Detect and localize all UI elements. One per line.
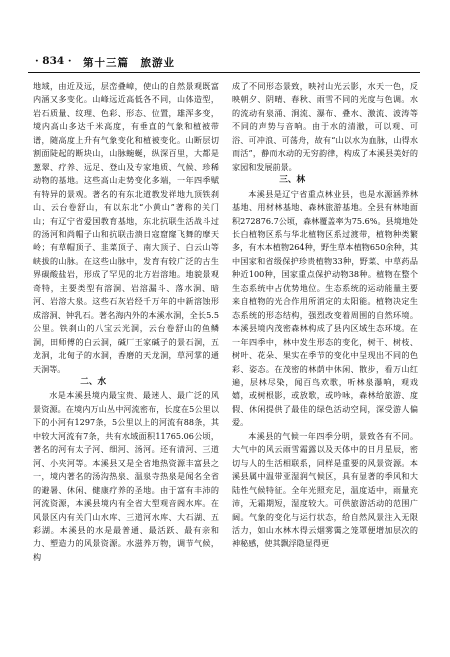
right-column bbox=[232, 80, 418, 650]
section-heading-water: 二、水 bbox=[80, 376, 107, 387]
left-column bbox=[33, 80, 219, 650]
running-header bbox=[35, 55, 420, 69]
paragraph-water-cont: 成了不同形态景致，映衬山光云影，水天一色，反映朝夕、阴晴、春秋、雨雪不同的光度与色调。水的流动有泉涌、涧流、瀑布、叠水、激流、波涛等不同的声势与音响。由于水的清澈，可以观、可浴、可冲浪、可荡舟，故有“山以水为血脉，山得水而活”，静而水动的无穷韵律，构成了本溪县美好的家园和发展前景。 bbox=[232, 81, 418, 172]
paragraph-mountains: 地域，由近及远，层峦叠嶂，使山的自然景观既富内涵又多变化。山峰远近高低各不同，山体造型，岩石质量、纹理、色彩、形态、位置，雄浑多变，境内高山多达千米高度，有垂直的气象和植被带谱，随高度上升有气象变化和植被变化。山断层切割面陡起的断块山，山脉蜿蜒，纵深百里，大都是葱翠、疗养、远足、登山及专家地质、气候、珍稀动物的基地。这些高山走势变化多端，一年四季赋有特异的景观。著名的有东北道教发祥地九顶铁刹山、云台卷舒山，有以东北“小黄山”著称的关门山；有辽宁省爱国教育基地，东北抗联生活战斗过的汤河和尚帽子山和抗联击溃日寇窟窿飞舞的摩天岭；有草帽顶子、韭菜顶子、南大顶子、白云山等峡拔的山脉。在这些山脉中，发育有较广泛的古生界碳酸盐岩，形成了罕见的北方岩溶地。地貌景观奇特，主要类型有溶洞、岩溶漏斗、落水洞、暗河、岩溶大泉。这些石灰岩经千万年的中新溶蚀形成溶洞、钟乳石。著名海内外的本溪水洞，全长5.5公里。铁刹山的八宝云光洞，云台卷舒山的鱼鳞洞，田师傅的白云洞，碱厂王家碱子的景石洞，五龙洞，北甸子的水洞，香磨的天龙洞，草河掌的通天洞等。 bbox=[33, 81, 219, 374]
paragraph-climate: 本溪县的气候一年四季分明，景致各有不同。大气中的风云雨雪霜露以及天体中的日月星辰，密切与人的生活相联系，同样是重要的风景资源。本溪县属中温带亚湿润气候区，具有显著的季风和大陆性气候特征。全年光照充足，温度适中，雨量充沛，无霜期短，湿度较大。可供旅游活动的范围广阔。气象的变化与运行状态，给自然风景注入无限活力，如山水林木得云烟雾霭之笼罩便增加层次的神秘感，使其飘浮隐显得更 bbox=[232, 430, 418, 549]
section-heading-forest: 三、林 bbox=[279, 175, 306, 186]
page-number: · 834 · bbox=[35, 55, 72, 67]
paragraph-water: 水是本溪县境内最宝贵、最迷人、最广泛的风景资源。在境内万山丛中河流密布，长度在5公里以下的小河有1297条，5公里以上的河流有88条，其中较大河流有7条，共有水域面积11765.06公顷，著名的河有太子河、细河、汤河。还有清河、三道河、小夹河等。本溪县又是全省地热资源丰富县之一，境内著名的汤沟热泉、温泉寺热泉是闻名全省的避暑、休闲、健康疗养的圣地。由于富有丰沛的河流资源，本溪县境内有全省大型观音阁水库。在风景区内有关门山水库、三道河水库、大石湖、五彩湖。本溪县的水是最普通、最活跃、最有亲和力、塑造力的风景资源。水滋养万物，调节气候，构 bbox=[33, 390, 219, 562]
paragraph-forest: 本溪县是辽宁省重点林业县，也是水源涵养林基地、用材林基地、森林旅游基地。全县有林地面积272876.7公顷，森林覆盖率为75.6%。县境地处长白植物区系与华北植物区系过渡带，植物种类繁多，有木本植物264种，野生草本植物650余种，其中国家和省级保护珍贵植物33种，野菜、中草药品种近100种，国家重点保护动物38种。植物在整个生态系统中占优势地位。生态系统的运动能量主要来自植物的光合作用所消定的太阳能。植物决定生态系统的形态结构，强烈改变着周围的自然环境。本溪县境内茂密森林构成了县内区域生态环境。在一年四季中，林中发生形态的变化，树干、树枝、树叶、花朵、果实在季节的变化中呈现出不同的色彩、姿态。在茂密的林荫中休闲、散步，看万山红遍，层林尽染，闻百鸟欢歌，听林泉瀑响，观戏嬉，或树根影，或放歌，或吟咏，森林给旅游、度假、休闲提供了最佳的绿色活动空间，深受游人偏爱。 bbox=[232, 188, 418, 428]
header-rule bbox=[28, 72, 420, 73]
chapter-title: 第十三篇 旅游业 bbox=[83, 57, 175, 69]
